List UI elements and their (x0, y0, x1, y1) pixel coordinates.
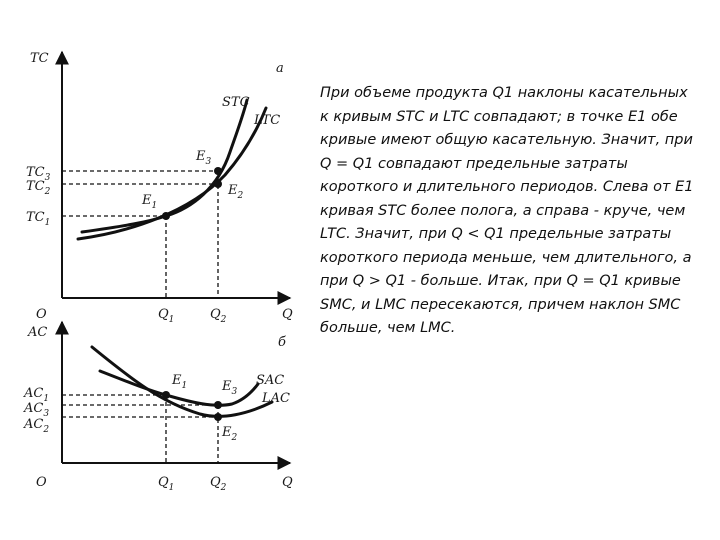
q2-label-bottom: $Q_2$ (210, 475, 227, 493)
e1-point-bottom (162, 391, 170, 399)
explanation-text: При объеме продукта Q1 наклоны касательных к кривым STC и LTC совпадают; в точке E1 обе кривые имеют общую касательную. Значит, при Q = Q1 совпадают предельные затраты короткого и длительного периодов. Слева от E1 кривая STC более полога, а справа - круче, чем LTC. Значит, при Q < Q1 предельные затраты короткого периода меньше, чем длительного, а при Q > Q1 - больше. Итак, при Q = Q1 кривые SMC, и LMC пересекаются, причем наклон SMC больше, чем LMC. (320, 85, 694, 336)
sac-label: SAC (256, 373, 285, 388)
tc3-label: $TC_3$ (26, 165, 51, 183)
q2-label-top: $Q_2$ (210, 307, 227, 325)
e1-label-bottom: $E_1$ (172, 373, 188, 391)
e3-point-bottom (214, 401, 222, 409)
bottom-panel-letter: б (278, 335, 286, 350)
tc1-label: $TC_1$ (26, 210, 51, 228)
top-y-axis-label: TC (30, 51, 49, 66)
ac3-label: $AC_3$ (24, 401, 50, 419)
top-x-axis-label: Q (282, 307, 293, 322)
bottom-panel (23, 322, 293, 493)
e1-label-top: $E_1$ (142, 193, 158, 211)
ac1-label: $AC_1$ (24, 386, 50, 404)
stc-label: STC (222, 95, 250, 110)
e3-label-bottom: $E_3$ (222, 379, 238, 397)
tc2-label: $TC_2$ (26, 179, 51, 197)
e1-point-top (162, 212, 170, 220)
bottom-y-axis-label: AC (28, 325, 48, 340)
e2-label-bottom: $E_2$ (222, 425, 238, 443)
lac-label: LAC (262, 391, 290, 406)
e2-point-bottom (214, 413, 222, 421)
stc-curve (82, 100, 247, 232)
ac2-label: $AC_2$ (24, 417, 50, 435)
q1-label-top: $Q_1$ (158, 307, 175, 325)
e2-point-top (214, 180, 222, 188)
ltc-label: LTC (254, 113, 281, 128)
top-panel (26, 51, 293, 325)
top-origin-label: O (36, 307, 47, 322)
bottom-x-axis-label: Q (282, 475, 293, 490)
e3-point-top (214, 167, 222, 175)
bottom-origin-label: O (36, 475, 47, 490)
e3-label-top: $E_3$ (196, 149, 212, 167)
e2-label-top: $E_2$ (228, 183, 244, 201)
top-panel-letter: а (276, 61, 284, 76)
q1-label-bottom: $Q_1$ (158, 475, 175, 493)
